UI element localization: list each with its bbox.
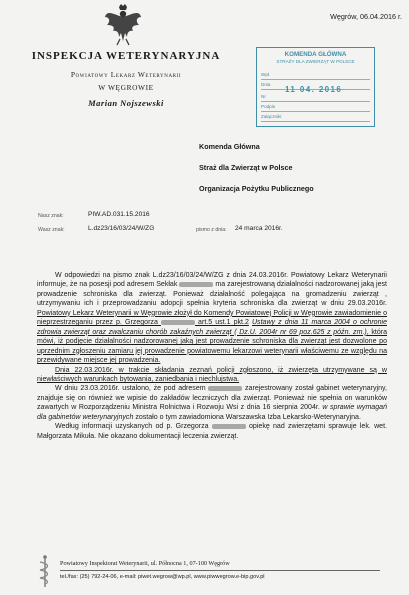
footer-contact: tel./fax: (25) 792-24-06, e-mail: piwet.wegrow@wp.pl, www.piwwegrow.e-bip.gov.pl [60, 574, 265, 580]
addressee-line: Organizacja Pożytku Publicznego [199, 184, 314, 193]
your-ref-value: L.dz23/16/03/24/W/ZG [88, 225, 155, 232]
letter-date: Węgrów, 06.04.2016 r. [330, 12, 402, 21]
our-ref-label: Nasz znak: [38, 213, 64, 219]
your-ref-label: Wasz znak: [38, 227, 65, 233]
signatory-name: Marian Nojszewski [88, 98, 164, 108]
paragraph: W odpowiedzi na pismo znak L.dz23/16/03/24/W/ZG z dnia 24.03.2016r. Powiatowy Lekarz Weterynarii informuje, że na posesji pod adresem Sekłak ma zarejestrowaną działalności nadzorowanej jaką jest prowadzenie schroniska dla zwierząt. Ponieważ działalność polegająca na gromadzeniu zwierząt , utrzymywaniu ich i przeprowadzaniu adopcji spełnia kryteria schroniska dla zwierząt w dniu 29.03.2016r. Powiatowy Lekarz Weterynarii w Węgrowie złożył do Komendy Powiatowej Policji w Węgrowie zawiadomienie o nieprzestrzeganiu przez p. Grzegorza art.5 ust.1 pkt.2 Ustawy z dnia 11 marca 2004 o ochronie zdrowia zwierząt oraz zwalczaniu chorób zakaźnych zwierząt ( Dz.U. 2004r nr 69 poz.625 z późn. zm.), która mówi, iż podjęcie działalności nadzorowanej jaką jest prowadzenie schroniska dla zwierząt jest dozwolone po uprzednim zgłoszeniu zamiaru jej prowadzenie powiatowemu lekarzowi weterynarii właściwemu ze względu na przewidywane miejsce jej prowadzenia. [37, 272, 388, 365]
institution-name: INSPEKCJA WETERYNARYJNA [31, 50, 221, 62]
redaction-blot [179, 282, 213, 287]
stamp-row: Nr [261, 94, 370, 102]
stamp-row: Dnia [261, 82, 370, 90]
paragraph: W dniu 23.03.2016r. ustalono, że pod adresem zarejestrowany został gabinet weterynaryjny, znajduje się on również we wpisie do zakładów leczniczych dla zwierząt. Ponieważ nie spełnia on warunków zawartych w Rozporządzeniu Ministra Rolnictwa i Rozwoju Wsi z dnia 16 sierpnia 2004r. w sprawie wymagań dla gabinetów weterynaryjnych zostało o tym zawiadomiona Warszawska Izba Lekarsko-Weterynaryjna. [37, 385, 387, 421]
veterinary-caduceus-logo-icon [36, 554, 54, 588]
footer-divider [60, 570, 380, 571]
letter-date-label: pismo z dnia: [196, 227, 227, 233]
redaction-blot [208, 386, 242, 391]
addressee-line: Komenda Główna [199, 142, 260, 151]
paragraph: Według informacji uzyskanych od p. Grzegorza opiekę nad zwierzętami sprawuje lek. wet. Małgorzata Mikuła. Nie okazano dokumentacji leczenia zwierząt. [37, 423, 387, 440]
stamp-subtitle: STRAŻY DLA ZWIERZĄT W POLSCE [276, 59, 355, 64]
stamp-row: Załączniki [261, 114, 370, 122]
stamp-title: KOMENDA GŁÓWNA [284, 51, 347, 58]
redaction-blot [161, 320, 195, 325]
footer-address: Powiatowy Inspektorat Weterynarii, ul. Północna 1, 07-100 Węgrów [60, 560, 230, 567]
office-name: Powiatowy Lekarz Weterynarii [70, 70, 182, 79]
stamp-row: Podpis [261, 104, 370, 112]
office-location: W WĘGROWIE [98, 83, 154, 92]
stamp-date: 11 04. 2016 [285, 85, 343, 94]
stamp-row: Wpł. [261, 72, 370, 80]
letter-date-value: 24 marca 2016r. [235, 225, 283, 232]
redaction-blot [212, 424, 246, 429]
letter-body [37, 271, 387, 441]
polish-eagle-emblem-icon [103, 3, 143, 47]
addressee-line: Straż dla Zwierząt w Polsce [199, 163, 293, 172]
our-ref-value: PIW.AD.031.15.2016 [88, 211, 150, 218]
received-stamp [256, 47, 375, 127]
paragraph: Dnia 22.03.2016r. w trakcie składania zeznań policji zgłoszono, iż zwierzęta utrzymywane są w niewłaściwych warunkach bytowania, zaniedbania i niechlujstwa. [37, 366, 387, 383]
